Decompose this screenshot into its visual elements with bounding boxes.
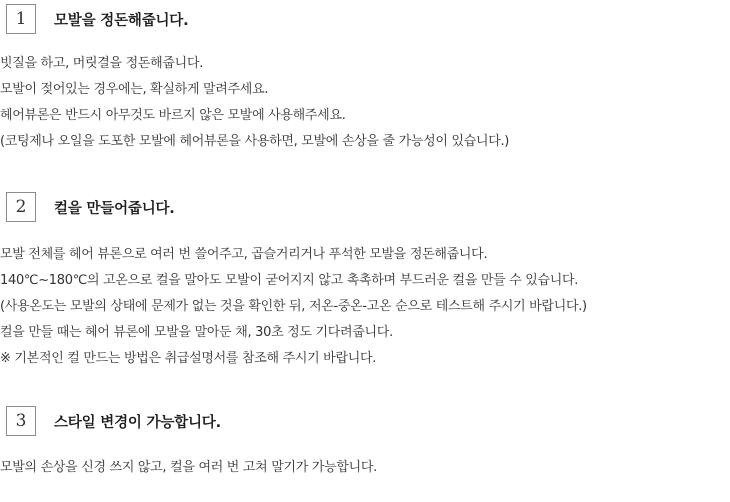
step-header-3 <box>6 406 377 436</box>
step-body-line: (사용온도는 모발의 상태에 문제가 없는 것을 확인한 뒤, 저온-중온-고온 순으로 테스트해 주시기 바랍니다.) <box>0 299 587 314</box>
step-header-1 <box>6 4 509 34</box>
step-body-line: 모발 전체를 헤어 뷰론으로 여러 번 쓸어주고, 곱슬거리거나 푸석한 모발을 정돈해줍니다. <box>0 247 488 262</box>
step-section-2 <box>0 192 587 369</box>
step-number-badge-2: 2 <box>6 192 36 222</box>
step-header-2 <box>6 192 587 222</box>
step-section-3 <box>0 406 377 478</box>
step-body-line: 헤어뷰론은 반드시 아무것도 바르지 않은 모발에 사용해주세요. <box>0 108 346 123</box>
step-section-1 <box>0 4 509 152</box>
step-body-note: ※ 기본적인 컬 만드는 방법은 취급설명서를 참조해 주시기 바랍니다. <box>0 351 377 366</box>
step-body-line: (코팅제나 오일을 도포한 모발에 헤어뷰론을 사용하면, 모발에 손상을 줄 가능성이 있습니다.) <box>0 134 510 149</box>
step-title-2: 컬을 만들어줍니다. <box>54 200 175 217</box>
step-body-line: 빗질을 하고, 머릿결을 정돈해줍니다. <box>0 56 204 71</box>
step-body-line: 모발의 손상을 신경 쓰지 않고, 컬을 여러 번 고쳐 말기가 가능합니다. <box>0 460 377 475</box>
step-body-line: 컬을 만들 때는 헤어 뷰론에 모발을 말아둔 채, 30초 정도 기다려줍니다. <box>0 325 393 340</box>
step-body-1 <box>0 54 509 152</box>
step-body-line: 모발이 젖어있는 경우에는, 확실하게 말려주세요. <box>0 82 269 97</box>
step-title-1: 모발을 정돈해줍니다. <box>54 12 189 29</box>
step-body-2 <box>0 245 587 369</box>
step-body-3 <box>0 458 377 478</box>
step-title-3: 스타일 변경이 가능합니다. <box>54 414 221 431</box>
step-number-badge-3: 3 <box>6 406 36 436</box>
step-number-badge-1: 1 <box>6 4 36 34</box>
step-body-line: 140℃~180℃의 고온으로 컬을 말아도 모발이 굳어지지 않고 촉촉하며 부드러운 컬을 만들 수 있습니다. <box>0 273 579 288</box>
